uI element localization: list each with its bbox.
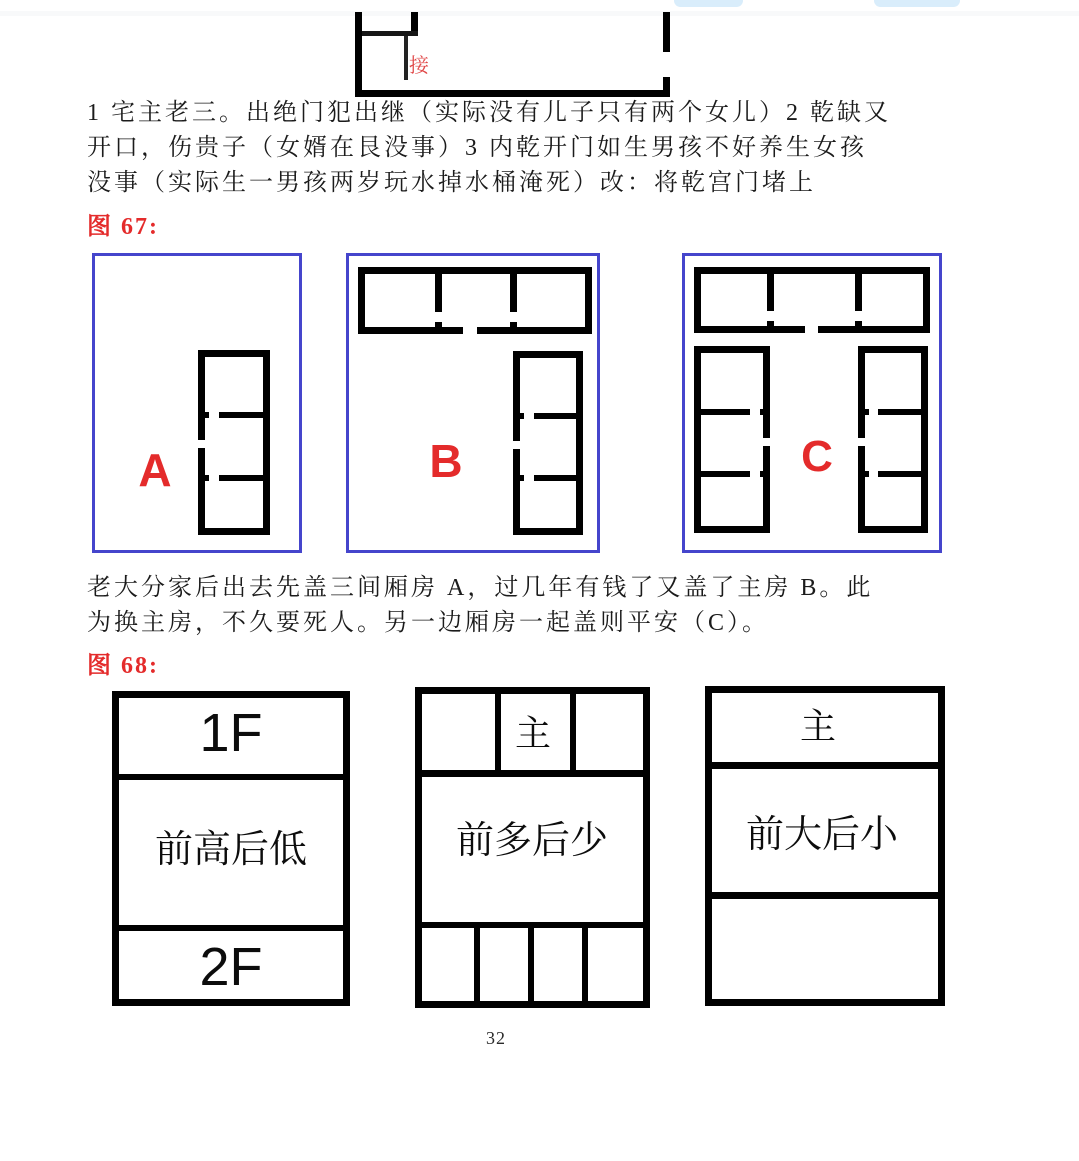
plan-frame [348,255,599,552]
floor-plan-front-many-back-few [415,687,650,1008]
highlight-pill [874,0,960,7]
paragraph-line: 为换主房，不久要死人。另一边厢房一起盖则平安（C）。 [87,610,770,636]
figure-67-label: 图 67: [87,214,159,240]
floor-plan-continued [350,8,675,100]
room-label: 前高后低 [154,829,308,871]
walls [198,350,270,535]
figure-68-label: 图 68: [87,653,159,679]
continuation-label: 接 [409,55,429,77]
main-room-label: 主 [799,705,837,747]
plan-letter: A [138,444,172,496]
walls [358,267,592,535]
page-number: 32 [486,1028,506,1048]
room-label: 1F [199,703,263,763]
paragraph-line: 开口，伤贵子（女婿在艮没事）3 内乾开门如生男孩不好养生女孩 [87,135,867,161]
highlight-pill [674,0,743,7]
floor-plan-a [92,253,302,553]
floor-plan-c [682,253,942,553]
room-label: 2F [199,937,263,997]
floor-plan-b [346,253,600,553]
floor-plan-front-high-back-low [112,691,350,1006]
walls [355,12,670,97]
paragraph-line: 1 宅主老三。出绝门犯出继（实际没有儿子只有两个女儿）2 乾缺又 [87,100,891,126]
main-room-label: 主 [514,712,552,754]
body-paragraph [87,571,987,641]
paragraph-line: 没事（实际生一男孩两岁玩水掉水桶淹死）改：将乾宫门堵上 [87,170,816,196]
floor-plan-front-big-back-small [705,686,945,1006]
room-label: 前多后少 [455,820,609,862]
room-label: 前大后小 [745,814,899,856]
paragraph-line: 老大分家后出去先盖三间厢房 A，过几年有钱了又盖了主房 B。此 [87,575,874,601]
plan-frame [684,255,941,552]
plan-letter: B [429,435,463,487]
body-paragraph [87,96,987,201]
plan-letter: C [801,432,833,481]
walls [694,267,930,533]
